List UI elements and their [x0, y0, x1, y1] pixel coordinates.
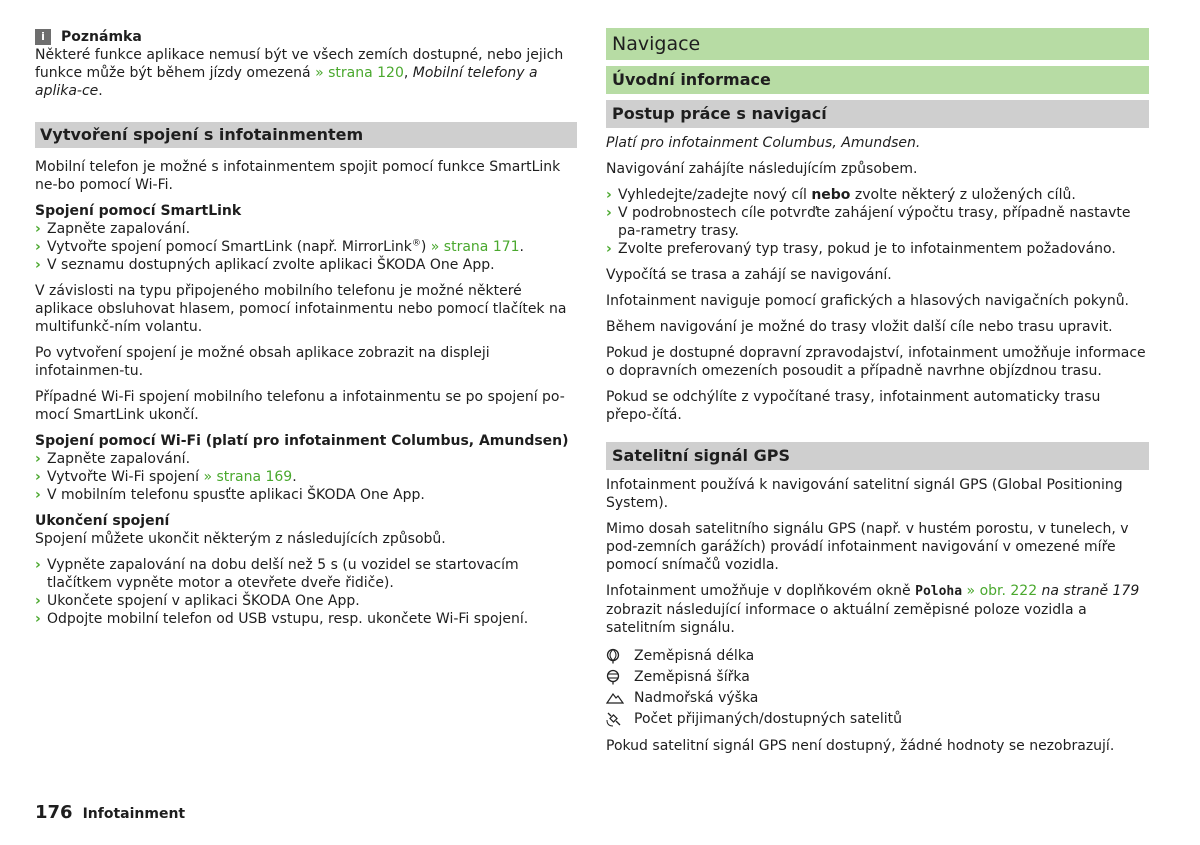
paragraph: Pokud se odchýlíte z vypočítané trasy, infotainment automaticky trasu přepo-čítá. [606, 389, 1101, 423]
smartlink-steps [35, 220, 577, 274]
paragraph: Navigování zahájíte následujícím způsobem. [606, 161, 918, 177]
end-steps [35, 556, 577, 628]
step-item: › Vyhledejte/zadejte nový cíl nebo zvolte některý z uložených cílů. [606, 187, 1076, 203]
step-arrow-icon: › [35, 611, 41, 627]
step-arrow-icon: › [35, 593, 41, 609]
paragraph: V závislosti na typu připojeného mobilního telefonu je možné některé aplikace obsluhovat hlasem, pomocí infotainmentu nebo pomocí tlačítek na multifunkč-ním volantu. [35, 283, 567, 335]
note-text: Některé funkce aplikace nemusí být ve všech zemích dostupné, nebo jejich funkce může být během jízdy omezená » strana 120, Mobilní telefony a aplika-ce. [35, 47, 564, 99]
chapter-title: Infotainment [82, 806, 186, 822]
section-heading: Postup práce s navigací [606, 100, 1149, 128]
section-heading: Satelitní signál GPS [606, 442, 1149, 470]
step-item: › Zapněte zapalování. [35, 221, 191, 237]
satellite-icon [606, 711, 634, 727]
right-column [606, 26, 1149, 763]
intro-paragraph: Mobilní telefon je možné s infotainmentem spojit pomocí funkce SmartLink ne-bo pomocí Wi-Fi. [35, 159, 561, 193]
section-heading: Vytvoření spojení s infotainmentem [35, 122, 577, 148]
wifi-steps [35, 450, 577, 504]
chapter-heading: Navigace [606, 28, 1149, 60]
step-arrow-icon: › [35, 221, 41, 237]
page-link[interactable]: » strana 120 [315, 65, 404, 81]
figure-link[interactable]: » obr. 222 [966, 583, 1038, 599]
menu-reference: Poloha [915, 584, 963, 599]
paragraph: Případné Wi-Fi spojení mobilního telefonu a infotainmentu se po spojení po-mocí SmartLink ukončí. [35, 389, 565, 423]
page-link[interactable]: » strana 171 [430, 239, 520, 255]
list-item: Zeměpisná šířka [606, 666, 1149, 687]
paragraph: Vypočítá se trasa a zahájí se navigování. [606, 267, 892, 283]
note-title: Poznámka [61, 29, 142, 45]
note-header [35, 28, 577, 46]
step-arrow-icon: › [35, 487, 41, 503]
end-heading: Ukončení spojení [35, 513, 170, 529]
smartlink-heading: Spojení pomocí SmartLink [35, 203, 242, 219]
list-item: Zeměpisná délka [606, 645, 1149, 666]
paragraph: Infotainment umožňuje v doplňkovém okně Poloha » obr. 222 na straně 179 zobrazit následující informace o aktuální zeměpisné poloze vozidla a satelitním signálu. [606, 583, 1140, 636]
left-column [35, 26, 577, 636]
step-arrow-icon: › [606, 187, 612, 203]
altitude-icon [606, 691, 634, 705]
step-item: › Vytvořte Wi-Fi spojení » strana 169. [35, 469, 297, 485]
paragraph: Infotainment používá k navigování satelitní signál GPS (Global Positioning System). [606, 477, 1123, 511]
longitude-icon [606, 648, 634, 664]
step-item: › Zvolte preferovaný typ trasy, pokud je to infotainmentem požadováno. [606, 241, 1116, 257]
paragraph: Mimo dosah satelitního signálu GPS (např. v hustém porostu, v tunelech, v pod-zemních garážích) provádí infotainment navigování v omezené míře pomocí snímačů vozidla. [606, 521, 1129, 573]
step-item: › Vytvořte spojení pomocí SmartLink (např. MirrorLink®) » strana 171. [35, 238, 524, 255]
step-item: › V podrobnostech cíle potvrďte zahájení výpočtu trasy, případně nastavte pa-rametry trasy. [606, 205, 1131, 239]
step-item: › Ukončete spojení v aplikaci ŠKODA One App. [35, 593, 360, 609]
step-arrow-icon: › [606, 205, 612, 221]
step-arrow-icon: › [35, 557, 41, 573]
step-item: › V seznamu dostupných aplikací zvolte aplikaci ŠKODA One App. [35, 257, 495, 273]
page-link[interactable]: » strana 169 [203, 469, 293, 485]
step-item: › Vypněte zapalování na dobu delší než 5 s (u vozidel se startovacím tlačítkem vypněte motor a otevřete dveře řidiče). [35, 557, 519, 591]
paragraph: Po vytvoření spojení je možné obsah aplikace zobrazit na displeji infotainmen-tu. [35, 345, 490, 379]
applies-note: Platí pro infotainment Columbus, Amundsen. [606, 135, 921, 151]
step-arrow-icon: › [606, 241, 612, 257]
paragraph: Infotainment naviguje pomocí grafických a hlasových navigačních pokynů. [606, 293, 1130, 309]
gps-info-list [606, 645, 1149, 729]
paragraph: Během navigování je možné do trasy vložit další cíle nebo trasu upravit. [606, 319, 1113, 335]
step-item: › Odpojte mobilní telefon od USB vstupu, resp. ukončete Wi-Fi spojení. [35, 611, 529, 627]
paragraph: Pokud je dostupné dopravní zpravodajství, infotainment umožňuje informace o dopravních omezeních posoudit a případně navrhne objízdnou trasu. [606, 345, 1146, 379]
step-item: › Zapněte zapalování. [35, 451, 191, 467]
latitude-icon [606, 669, 634, 685]
page-number: 176 [35, 802, 73, 823]
paragraph: Pokud satelitní signál GPS není dostupný, žádné hodnoty se nezobrazují. [606, 738, 1115, 754]
step-arrow-icon: › [35, 451, 41, 467]
paragraph: Spojení můžete ukončit některým z následujících způsobů. [35, 531, 446, 547]
step-arrow-icon: › [35, 239, 41, 255]
list-item: Nadmořská výška [606, 687, 1149, 708]
wifi-heading: Spojení pomocí Wi-Fi (platí pro infotainment Columbus, Amundsen) [35, 433, 569, 449]
page-footer [35, 804, 185, 823]
subchapter-heading: Úvodní informace [606, 66, 1149, 94]
step-arrow-icon: › [35, 469, 41, 485]
navigation-steps [606, 186, 1149, 258]
step-item: › V mobilním telefonu spusťte aplikaci ŠKODA One App. [35, 487, 425, 503]
list-item: Počet přijimaných/dostupných satelitů [606, 708, 1149, 729]
step-arrow-icon: › [35, 257, 41, 273]
info-icon: i [35, 29, 51, 45]
